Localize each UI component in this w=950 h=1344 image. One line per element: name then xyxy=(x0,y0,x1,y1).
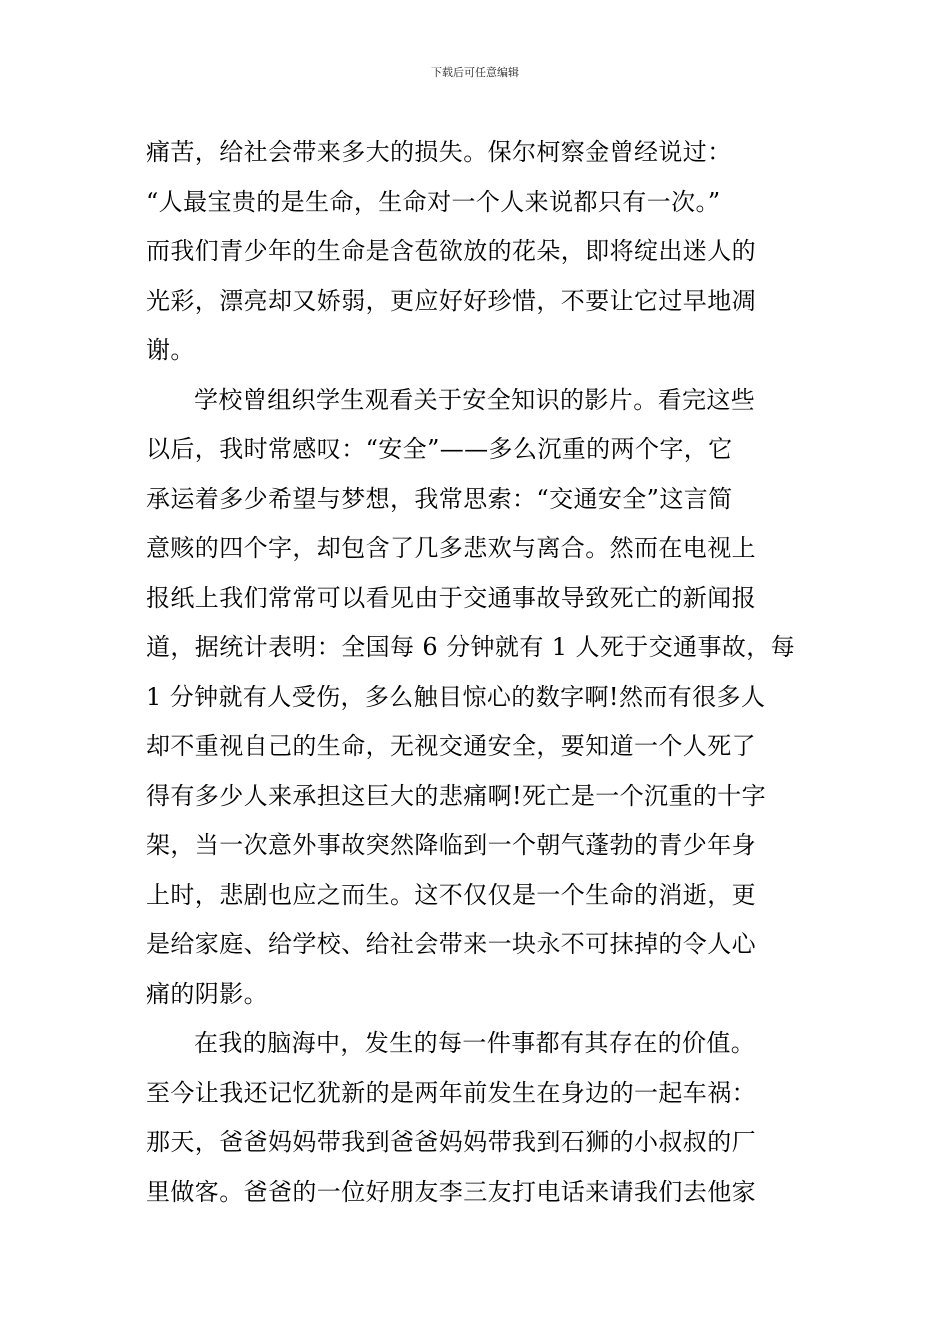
text-line: 承运着多少希望与梦想，我常思索：“交通安全”这言简 xyxy=(146,484,733,513)
text-line: 那天，爸爸妈妈带我到爸爸妈妈带我到石狮的小叔叔的厂 xyxy=(146,1128,756,1156)
text-line: 1 分钟就有人受伤，多么触目惊心的数字啊!然而有很多人 xyxy=(146,682,766,711)
text-line: 道，据统计表明：全国每 6 分钟就有 1 人死于交通事故，每 xyxy=(146,633,796,661)
text-line: 是给家庭、给学校、给社会带来一块永不可抹掉的令人心 xyxy=(146,930,756,958)
text-line: 痛的阴影。 xyxy=(146,979,268,1008)
text-line: 谢。 xyxy=(146,336,195,364)
text-line: 以后，我时常感叹：“安全”——多么沉重的两个字，它 xyxy=(146,435,733,463)
text-line: 至今让我还记忆犹新的是两年前发生在身边的一起车祸： xyxy=(146,1078,756,1107)
text-line: 得有多少人来承担这巨大的悲痛啊!死亡是一个沉重的十字 xyxy=(146,781,767,810)
text-line: 痛苦，给社会带来多大的损失。保尔柯察金曾经说过： xyxy=(146,138,732,166)
text-line: 上时，悲剧也应之而生。这不仅仅是一个生命的消逝，更 xyxy=(146,880,756,909)
paragraph-start-line: 学校曾组织学生观看关于安全知识的影片。看完这些 xyxy=(194,385,756,414)
text-line: 报纸上我们常常可以看见由于交通事故导致死亡的新闻报 xyxy=(146,583,756,612)
paragraph-start-line: 在我的脑海中，发生的每一件事都有其存在的价值。 xyxy=(194,1029,756,1057)
text-line: 而我们青少年的生命是含苞欲放的花朵，即将绽出迷人的 xyxy=(146,237,756,265)
text-line: 架，当一次意外事故突然降临到一个朝气蓬勃的青少年身 xyxy=(146,831,756,859)
text-line: 里做客。爸爸的一位好朋友李三友打电话来请我们去他家 xyxy=(146,1177,756,1206)
text-line: 却不重视自己的生命，无视交通安全，要知道一个人死了 xyxy=(146,732,756,760)
page-header: 下载后可任意编辑 xyxy=(431,66,519,79)
text-line: 意赅的四个字，却包含了几多悲欢与离合。然而在电视上 xyxy=(146,534,756,562)
document-body xyxy=(146,128,806,1217)
text-line: 光彩，漂亮却又娇弱，更应好好珍惜，不要让它过早地凋 xyxy=(146,286,756,315)
text-line: “人最宝贵的是生命，生命对一个人来说都只有一次。” xyxy=(146,187,721,216)
